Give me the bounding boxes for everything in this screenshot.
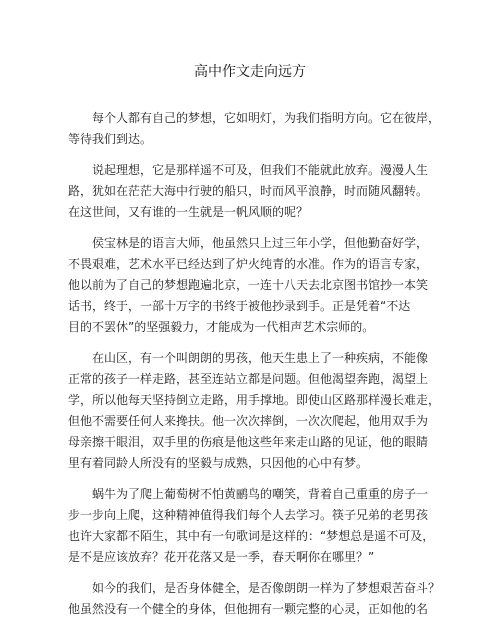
text-line: 如今的我们，是否身体健全，是否像朗朗一样为了梦想艰苦奋斗？ <box>92 581 441 595</box>
text-line: 步一步向上爬，这种精神值得我们每个人去学习。筷子兄弟的老男孩 <box>68 508 429 522</box>
text-line: 等待我们到达。 <box>68 132 153 146</box>
text-line: 正常的孩子一样走路，甚至连站立都是问题。但他渴望奔跑，渴望上 <box>68 372 429 386</box>
text-line: 他虽然没有一个健全的身体，但他拥有一颗完整的心灵，正如他的名 <box>68 602 429 616</box>
paragraph <box>68 108 441 150</box>
text-line: 路，犹如在茫茫大海中行驶的船只，时而风平浪静，时而随风翻转。 <box>68 184 429 198</box>
text-line: 侯宝林是的语言大师，他虽然只上过三年小学，但他勤奋好学， <box>92 236 429 250</box>
paragraph <box>68 484 435 568</box>
text-line: 母亲擦干眼泪，双手里的伤痕是他这些年来走山路的见证，他的眼睛 <box>68 435 429 449</box>
document-title: 高中作文走向远方 <box>194 64 306 80</box>
text-line: 蜗牛为了爬上葡萄树不怕黄鹂鸟的嘲笑，背着自己重重的房子一 <box>92 487 429 501</box>
text-line: 在这世间，又有谁的一生就是一帆风顺的呢？ <box>68 205 309 219</box>
paragraph <box>68 233 429 338</box>
text-line: 说起理想，它是那样遥不可及，但我们不能就此放弃。漫漫人生 <box>92 163 429 177</box>
text-line: 学，所以他每天坚持倒立走路，用手撑地。即使山区路那样漫长难走， <box>68 393 441 407</box>
text-line: 不畏艰难，艺术水平已经达到了炉火纯青的水准。作为的语言专家， <box>68 257 429 271</box>
text-line: 在山区，有一个叫朗朗的男孩，他天生患上了一种疾病，不能像 <box>92 351 429 365</box>
text-line: 话书，终于，一部十万字的书终于被他抄录到手。正是凭着“不达 <box>68 299 411 313</box>
text-line: 他以前为了自己的梦想跑遍北京，一连十八天去北京图书馆抄一本笑 <box>68 278 429 292</box>
text-line: 每个人都有自己的梦想，它如明灯，为我们指明方向。它在彼岸， <box>92 111 441 125</box>
text-line: 也许大家都不陌生，其中有一句歌词是这样的：“梦想总是遥不可及， <box>68 529 435 543</box>
text-line: 里有着同龄人所没有的坚毅与成熟，只因他的心中有梦。 <box>68 456 369 470</box>
paragraph <box>68 160 429 223</box>
text-line: 是不是应该放弃？花开花落又是一季，春天啊你在哪里？” <box>68 550 375 564</box>
paragraph <box>68 578 441 620</box>
text-line: 但他不需要任何人来搀扶。他一次次摔倒，一次次爬起，他用双手为 <box>68 414 429 428</box>
paragraph <box>68 348 441 474</box>
article-body <box>68 108 441 630</box>
text-line: 目的不罢休”的坚强毅力，才能成为一代相声艺术宗师的。 <box>68 320 375 334</box>
